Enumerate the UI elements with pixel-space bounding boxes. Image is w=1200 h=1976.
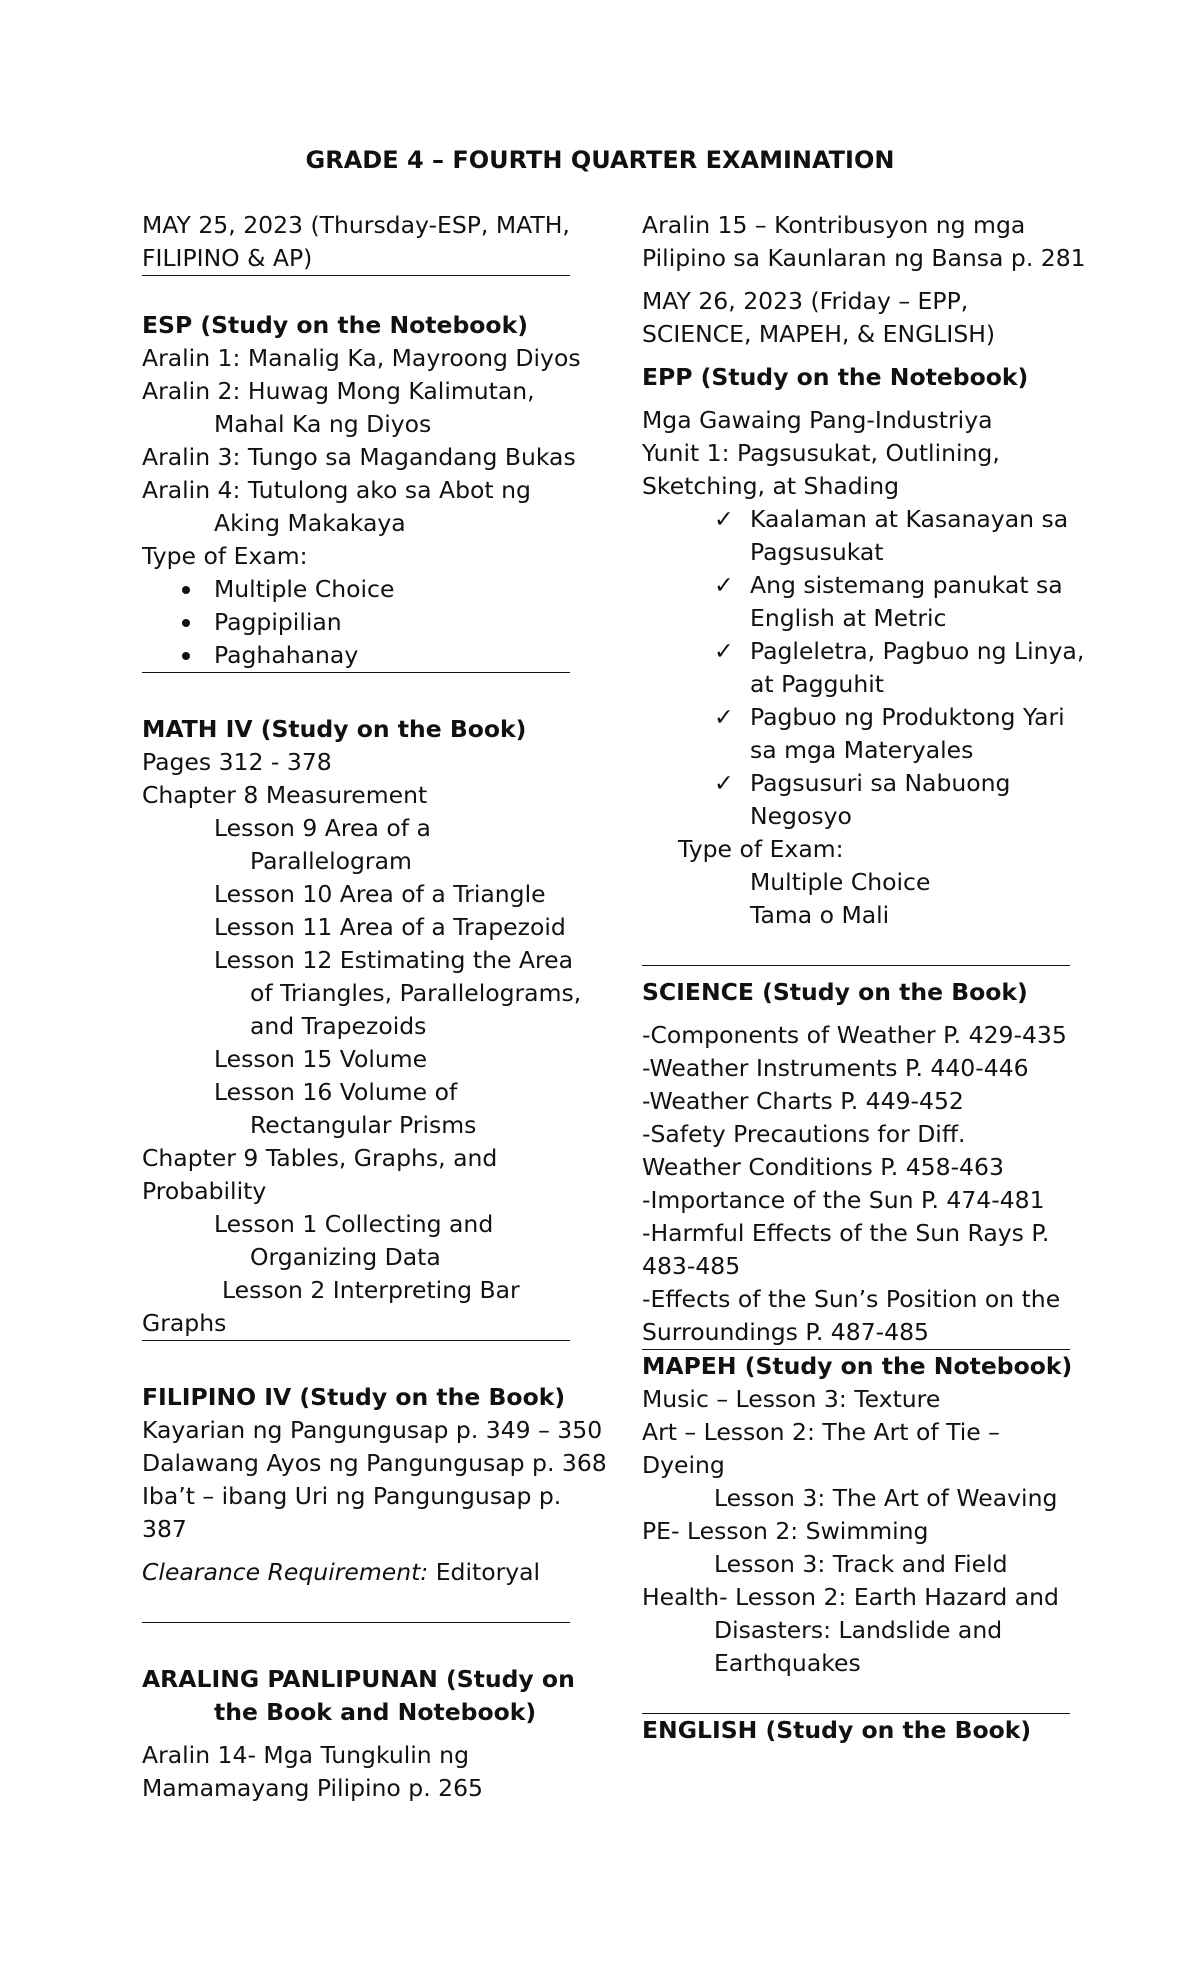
filipino-line: Dalawang Ayos ng Pangungusap p. 368 <box>142 1449 607 1477</box>
epp-check-item-cont: English at Metric <box>750 604 947 632</box>
math-line: Lesson 10 Area of a Triangle <box>214 880 546 908</box>
filipino-line: Kayarian ng Pangungusap p. 349 – 350 <box>142 1416 603 1444</box>
epp-exam-type: Tama o Mali <box>750 901 890 929</box>
math-line: Lesson 16 Volume of <box>214 1078 458 1106</box>
day1-line: FILIPINO & AP) <box>142 244 313 272</box>
math-section <box>142 713 582 1341</box>
ap-line: Aralin 15 – Kontribusyon ng mga <box>642 211 1026 239</box>
math-line: Lesson 1 Collecting and <box>214 1210 494 1238</box>
math-line: Chapter 9 Tables, Graphs, and <box>142 1144 498 1172</box>
esp-exam-label: Type of Exam: <box>142 542 308 570</box>
mapeh-line: PE- Lesson 2: Swimming <box>642 1517 929 1545</box>
esp-exam-bullet: Pagpipilian <box>142 606 570 639</box>
mapeh-line: Art – Lesson 2: The Art of Tie – <box>642 1418 1000 1446</box>
check-icon: ✓ <box>714 769 734 797</box>
mapeh-line: Lesson 3: Track and Field <box>714 1550 1008 1578</box>
left-column <box>142 209 607 1805</box>
science-section <box>642 976 1070 1350</box>
epp-line: Mga Gawaing Pang-Industriya <box>642 406 993 434</box>
math-line: Lesson 12 Estimating the Area <box>214 946 574 974</box>
science-line: -Effects of the Sun’s Position on the <box>642 1285 1061 1313</box>
math-line: Organizing Data <box>250 1243 441 1271</box>
day1-line: MAY 25, 2023 (Thursday-ESP, MATH, <box>142 211 570 239</box>
check-icon: ✓ <box>714 505 734 533</box>
mapeh-line: Lesson 3: The Art of Weaving <box>714 1484 1058 1512</box>
math-line: of Triangles, Parallelograms, <box>250 979 582 1007</box>
mapeh-line: Disasters: Landslide and <box>714 1616 1003 1644</box>
ap-heading: the Book and Notebook) <box>214 1698 537 1726</box>
epp-exam-type: Multiple Choice <box>750 868 931 896</box>
ap-heading: ARALING PANLIPUNAN (Study on <box>142 1665 575 1693</box>
science-line: -Components of Weather P. 429-435 <box>642 1021 1067 1049</box>
science-line: -Safety Precautions for Diff. <box>642 1120 966 1148</box>
esp-line: Aralin 2: Huwag Mong Kalimutan, <box>142 377 535 405</box>
science-heading: SCIENCE (Study on the Book) <box>642 978 1028 1006</box>
mapeh-heading: MAPEH (Study on the Notebook) <box>642 1352 1073 1380</box>
mapeh-section <box>642 1350 1073 1714</box>
bullet-icon <box>182 652 190 660</box>
day1-header <box>142 209 570 276</box>
epp-check-item-cont: Pagsusukat <box>750 538 884 566</box>
filipino-heading: FILIPINO IV (Study on the Book) <box>142 1383 566 1411</box>
day2-header <box>642 285 1070 351</box>
esp-line: Mahal Ka ng Diyos <box>214 410 432 438</box>
esp-line: Aralin 4: Tutulong ako sa Abot ng <box>142 476 531 504</box>
science-line: -Importance of the Sun P. 474-481 <box>642 1186 1045 1214</box>
math-line: Probability <box>142 1177 267 1205</box>
clearance-requirement <box>142 1556 570 1589</box>
epp-check-item: ✓ Pagleletra, Pagbuo ng Linya, <box>642 635 1070 668</box>
esp-exam-bullet: Paghahanay <box>142 639 570 672</box>
math-line: Lesson 11 Area of a Trapezoid <box>214 913 566 941</box>
esp-line: Aralin 1: Manalig Ka, Mayroong Diyos <box>142 344 581 372</box>
esp-exam-bullet: Multiple Choice <box>142 573 570 606</box>
epp-check-item: ✓ Pagbuo ng Produktong Yari <box>642 701 1070 734</box>
epp-heading: EPP (Study on the Notebook) <box>642 363 1029 391</box>
filipino-line: Iba’t – ibang Uri ng Pangungusap p. <box>142 1482 562 1510</box>
science-line: 483-485 <box>642 1252 741 1280</box>
bullet-icon <box>182 586 190 594</box>
check-icon: ✓ <box>714 571 734 599</box>
epp-check-item: ✓ Ang sistemang panukat sa <box>642 569 1070 602</box>
page-title: GRADE 4 – FOURTH QUARTER EXAMINATION <box>305 146 895 174</box>
epp-line: Sketching, at Shading <box>642 472 900 500</box>
math-line: Lesson 9 Area of a <box>214 814 431 842</box>
ap-section <box>142 1663 575 1805</box>
mapeh-line: Health- Lesson 2: Earth Hazard and <box>642 1583 1059 1611</box>
science-line: Surroundings P. 487-485 <box>642 1318 929 1346</box>
science-line: -Weather Charts P. 449-452 <box>642 1087 964 1115</box>
mapeh-line: Dyeing <box>642 1451 725 1479</box>
epp-check-item: ✓ Pagsusuri sa Nabuong <box>642 767 1070 800</box>
day2-line: SCIENCE, MAPEH, & ENGLISH) <box>642 320 996 348</box>
english-heading: ENGLISH (Study on the Book) <box>642 1716 1032 1744</box>
epp-section <box>642 361 1085 966</box>
check-icon: ✓ <box>714 703 734 731</box>
epp-check-item: ✓ Kaalaman at Kasanayan sa <box>642 503 1070 536</box>
math-line: Pages 312 - 378 <box>142 748 332 776</box>
science-line: -Weather Instruments P. 440-446 <box>642 1054 1029 1082</box>
right-column <box>642 209 1086 1747</box>
day2-line: MAY 26, 2023 (Friday – EPP, <box>642 287 969 315</box>
esp-line: Aking Makakaya <box>214 509 406 537</box>
epp-exam-label: Type of Exam: <box>678 835 844 863</box>
mapeh-line: Music – Lesson 3: Texture <box>642 1385 941 1413</box>
esp-section <box>142 309 581 673</box>
clearance-value: Editoryal <box>428 1558 541 1586</box>
math-line: Parallelogram <box>250 847 412 875</box>
filipino-section <box>142 1381 607 1623</box>
epp-check-item-cont: sa mga Materyales <box>750 736 974 764</box>
bullet-icon <box>182 619 190 627</box>
ap-continued <box>642 209 1086 275</box>
clearance-label: Clearance Requirement: <box>142 1558 429 1586</box>
math-line: Lesson 15 Volume <box>214 1045 428 1073</box>
mapeh-line: Earthquakes <box>714 1649 861 1677</box>
english-section <box>642 1714 1070 1747</box>
math-line: Lesson 2 Interpreting Bar <box>222 1276 520 1304</box>
epp-line: Yunit 1: Pagsusukat, Outlining, <box>642 439 1000 467</box>
ap-line: Aralin 14- Mga Tungkulin ng <box>142 1741 469 1769</box>
math-heading: MATH IV (Study on the Book) <box>142 715 527 743</box>
filipino-line: 387 <box>142 1515 187 1543</box>
science-line: -Harmful Effects of the Sun Rays P. <box>642 1219 1050 1247</box>
esp-heading: ESP (Study on the Notebook) <box>142 311 528 339</box>
check-icon: ✓ <box>714 637 734 665</box>
science-line: Weather Conditions P. 458-463 <box>642 1153 1004 1181</box>
ap-line: Pilipino sa Kaunlaran ng Bansa p. 281 <box>642 244 1086 272</box>
ap-line: Mamamayang Pilipino p. 265 <box>142 1774 483 1802</box>
math-line: Chapter 8 Measurement <box>142 781 428 809</box>
math-line: Rectangular Prisms <box>250 1111 477 1139</box>
epp-check-item-cont: at Pagguhit <box>750 670 884 698</box>
esp-line: Aralin 3: Tungo sa Magandang Bukas <box>142 443 576 471</box>
math-line: and Trapezoids <box>250 1012 427 1040</box>
epp-check-item-cont: Negosyo <box>750 802 852 830</box>
math-line: Graphs <box>142 1309 227 1337</box>
